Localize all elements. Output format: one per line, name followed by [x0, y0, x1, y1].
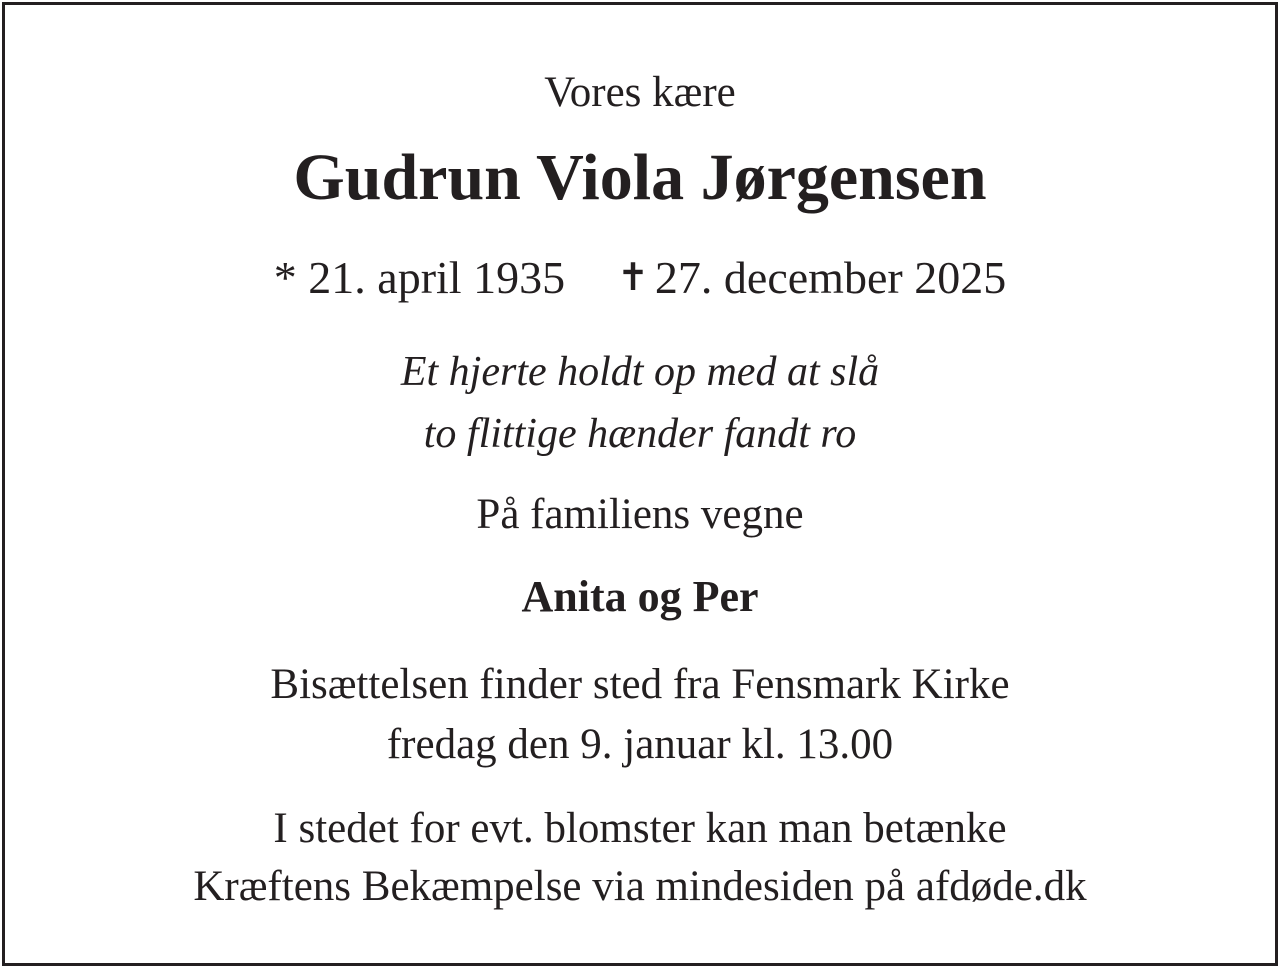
- service-line-2: fredag den 9. januar kl. 13.00: [386, 721, 894, 768]
- flowers-line-2: Kræftens Bekæmpelse via mindesiden på afdøde.dk: [193, 863, 1087, 910]
- verse-line-2: to flittige hænder fandt ro: [423, 411, 857, 457]
- flowers-line-1: I stedet for evt. blomster kan man betænke: [273, 805, 1007, 852]
- verse-line-1: Et hjerte holdt op med at slå: [400, 349, 880, 395]
- service-line-1: Bisættelsen finder sted fra Fensmark Kirke: [270, 661, 1010, 708]
- obituary-notice: [2, 2, 1278, 966]
- cross-icon: ✝: [617, 255, 649, 299]
- death-date: 27. december 2025: [654, 252, 1007, 303]
- birth-date: * 21. april 1935: [273, 252, 566, 303]
- behalf-text: På familiens vegne: [476, 491, 804, 538]
- life-dates: [5, 252, 1275, 303]
- deceased-name: Gudrun Viola Jørgensen: [293, 141, 987, 214]
- signers-names: Anita og Per: [521, 572, 759, 621]
- intro-text: Vores kære: [544, 69, 736, 116]
